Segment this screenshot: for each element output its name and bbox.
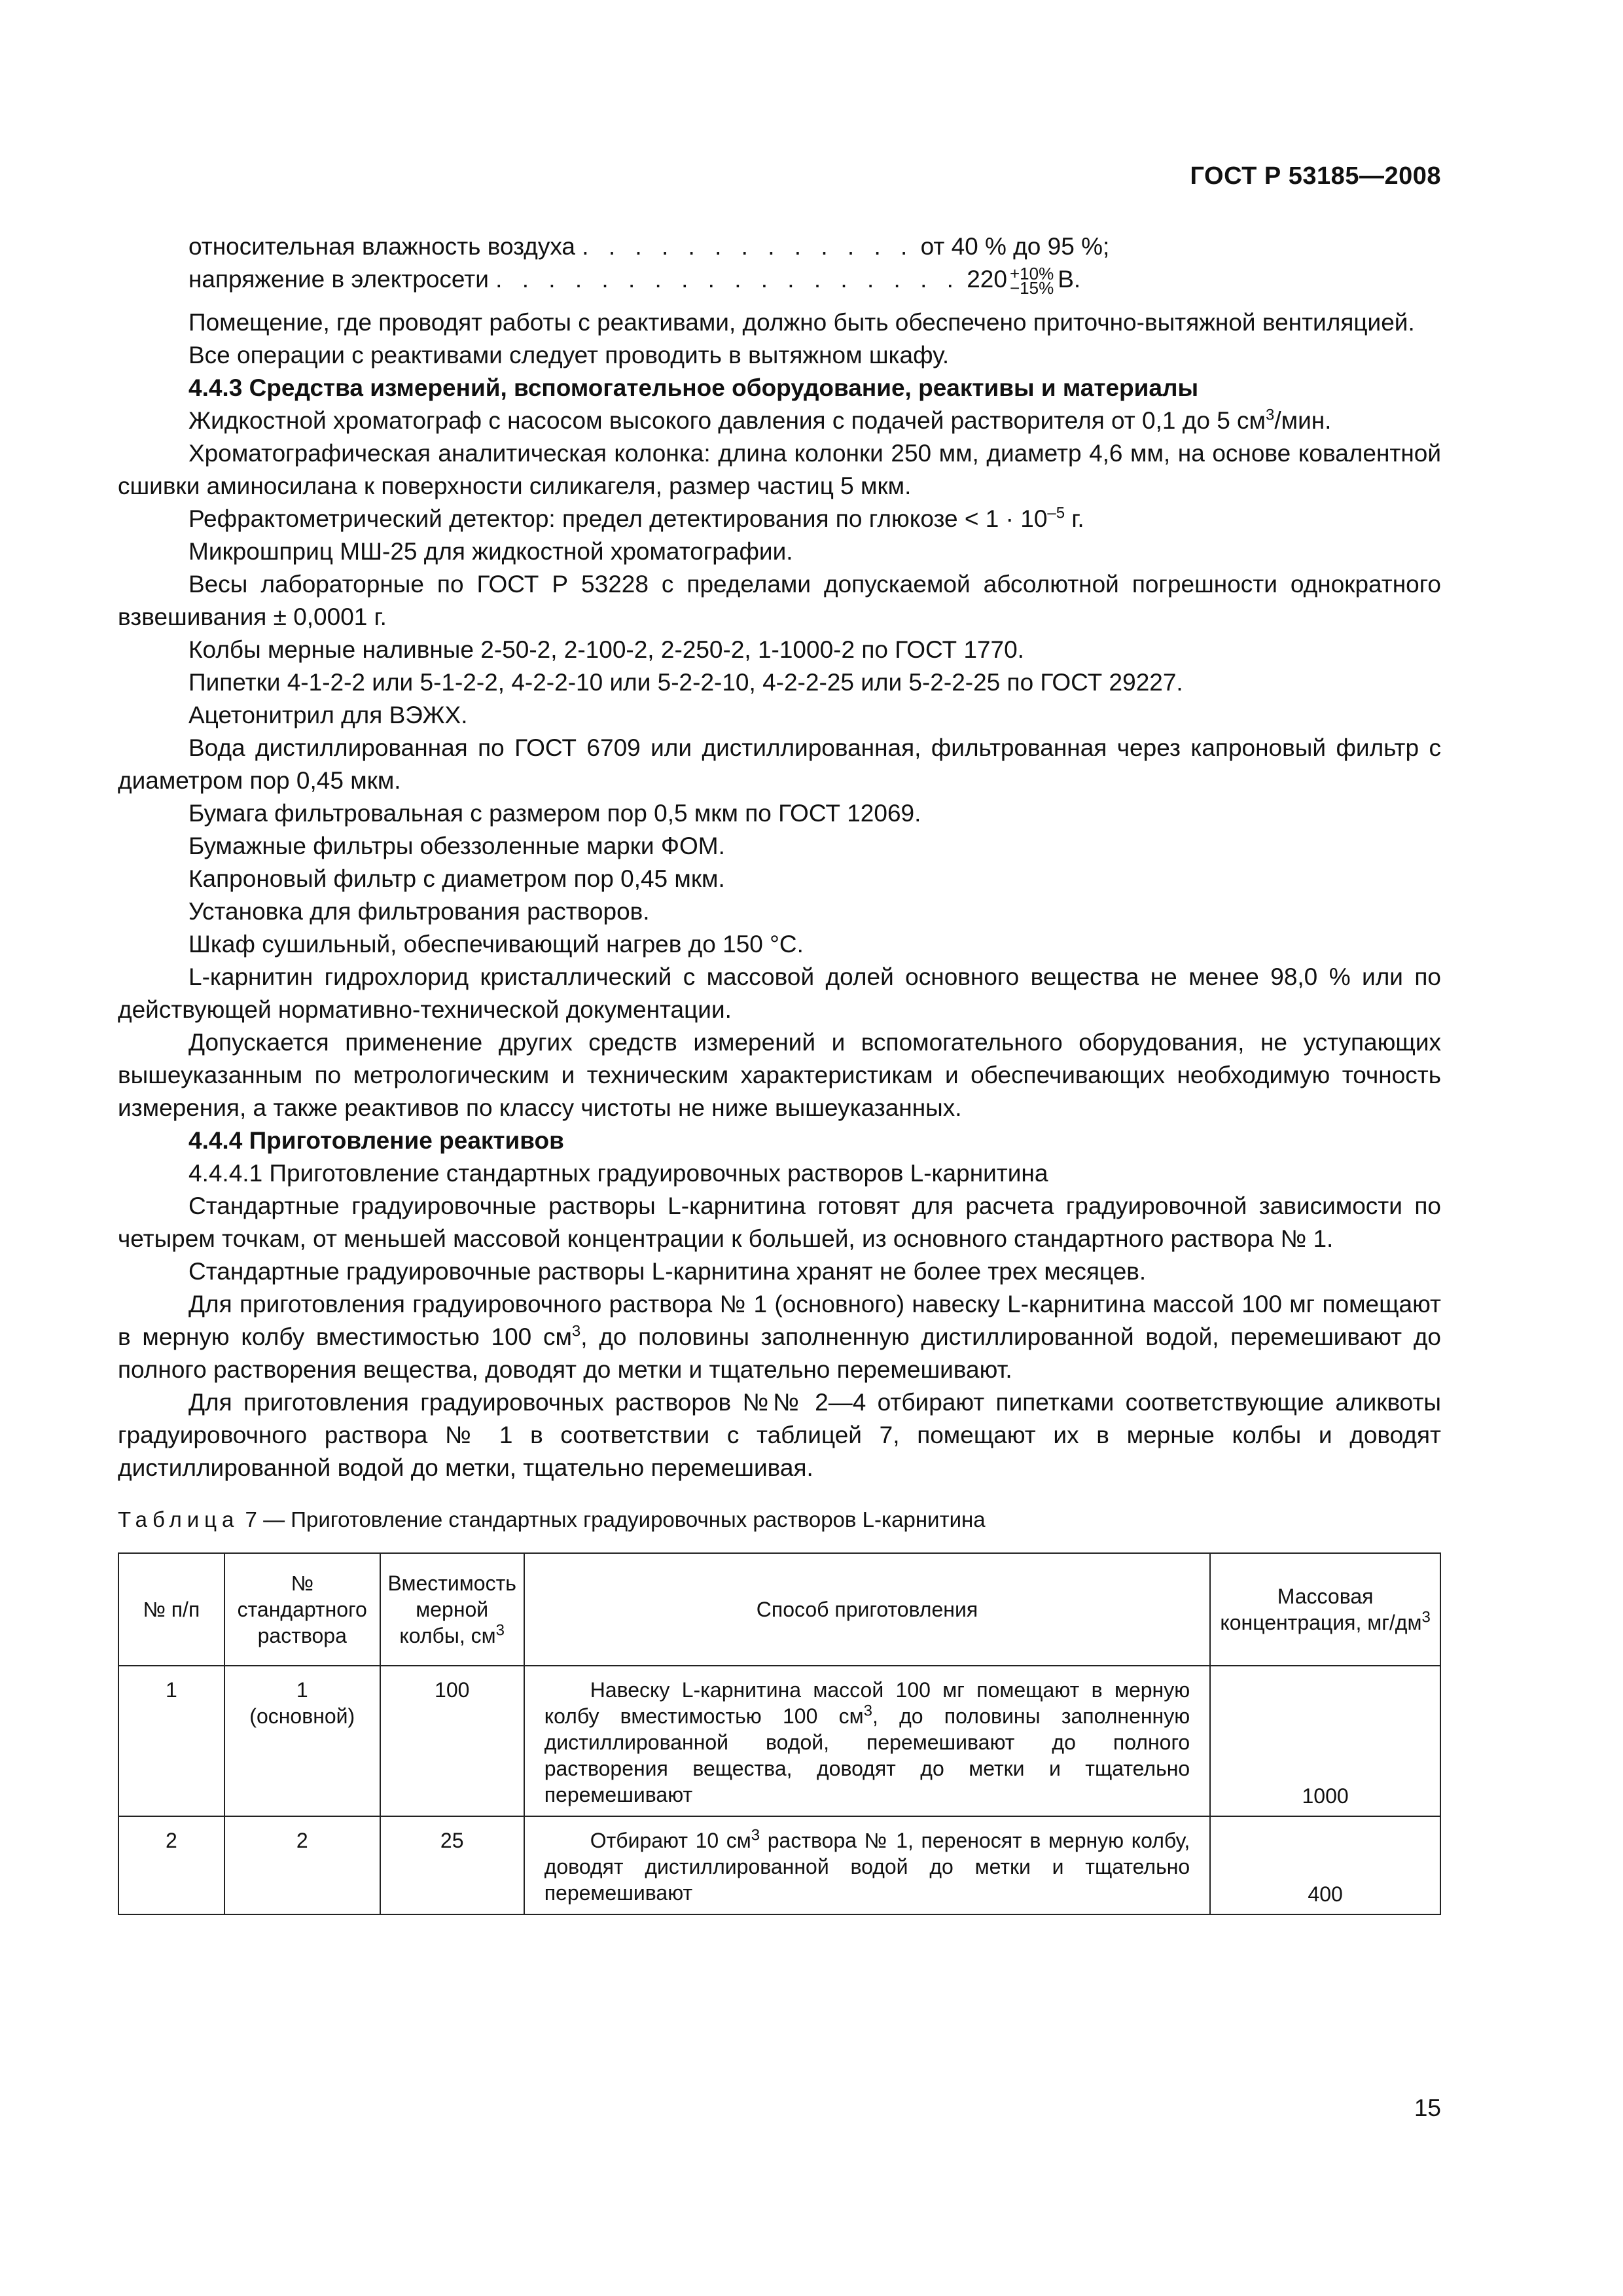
table-caption <box>118 1507 1441 1533</box>
column-header-number: № п/п <box>118 1553 224 1666</box>
cell-number: 2 <box>118 1816 224 1914</box>
chromatograph-unit: /мин. <box>1274 407 1332 434</box>
standard-number: 1 <box>296 1678 308 1702</box>
humidity-row <box>188 230 1441 263</box>
table-caption-title: 7 — Приготовление стандартных градуировочных растворов L-карнитина <box>239 1507 986 1532</box>
superscript: 3 <box>751 1826 760 1844</box>
detector-unit: г. <box>1065 505 1084 532</box>
table-row <box>118 1666 1440 1816</box>
leader-dots: . . . . . . . . . . . . . . . . . . <box>495 266 960 293</box>
table-header-row <box>118 1553 1440 1666</box>
voltage-tolerance <box>1009 264 1054 298</box>
standard-note: (основной) <box>249 1704 355 1728</box>
section-heading-4-4-4: 4.4.4 Приготовление реактивов <box>188 1127 564 1154</box>
paragraph-filter-paper: Бумага фильтровальная с размером пор 0,5 мкм по ГОСТ 12069. <box>188 800 921 827</box>
document-body <box>118 230 1441 1915</box>
method-text <box>544 1677 1190 1808</box>
method-text <box>544 1827 1190 1906</box>
page-number: 15 <box>1414 2094 1441 2121</box>
paragraph-storage: Стандартные градуировочные растворы L-карнитина хранят не более трех месяцев. <box>188 1258 1147 1285</box>
voltage-tolerance-plus: +10% <box>1009 264 1054 284</box>
table-7 <box>118 1552 1441 1915</box>
column-header-method: Способ приготовления <box>524 1553 1211 1666</box>
paragraph-chromatograph <box>118 404 1441 437</box>
voltage-unit: В. <box>1058 266 1081 293</box>
cell-volume: 100 <box>380 1666 524 1816</box>
detector-text: Рефрактометрический детектор: предел детектирования по глюкозе < 1 · 10 <box>188 505 1048 532</box>
table-caption-word: Таблица <box>118 1507 240 1532</box>
concentration-header-text: Массовая концентрация, мг/дм <box>1220 1585 1422 1634</box>
humidity-value: от 40 % до 95 %; <box>920 233 1110 260</box>
section-heading-4-4-3: 4.4.3 Средства измерений, вспомогательное оборудование, реактивы и материалы <box>188 374 1199 401</box>
paragraph-syringe: Микрошприц МШ-25 для жидкостной хроматографии. <box>188 538 793 565</box>
cell-number: 1 <box>118 1666 224 1816</box>
solution-1-text-cont: , до половины заполненную дистиллированной водой, перемешивают до полного растворения вещества, доводят до метки и тщательно перемешивают. <box>118 1323 1442 1383</box>
paragraph-detector <box>118 503 1441 535</box>
paragraph-pipettes: Пипетки 4-1-2-2 или 5-1-2-2, 4-2-2-10 или 5-2-2-10, 4-2-2-25 или 5-2-2-25 по ГОСТ 29227. <box>188 669 1183 696</box>
column-header-volume <box>380 1553 524 1666</box>
cell-volume: 25 <box>380 1816 524 1914</box>
voltage-tolerance-minus: −15% <box>1009 278 1054 298</box>
paragraph-scales: Весы лабораторные по ГОСТ Р 53228 с пределами допускаемой абсолютной погрешности однократного взвешивания ± 0,0001 г. <box>118 571 1441 630</box>
paragraph-flasks: Колбы мерные наливные 2-50-2, 2-100-2, 2-250-2, 1-1000-2 по ГОСТ 1770. <box>188 636 1024 663</box>
paragraph-column: Хроматографическая аналитическая колонка: длина колонки 250 мм, диаметр 4,6 мм, на основе ковалентной сшивки аминосилана к поверхности силикагеля, размер частиц 5 мкм. <box>118 440 1441 499</box>
cell-standard <box>224 1816 380 1914</box>
chromatograph-text: Жидкостной хроматограф с насосом высокого давления с подачей растворителя от 0,1 до 5 см <box>188 407 1266 434</box>
paragraph-acetonitrile: Ацетонитрил для ВЭЖХ. <box>188 702 468 728</box>
cell-concentration: 400 <box>1210 1816 1440 1914</box>
column-header-standard: № стандартного раствора <box>224 1553 380 1666</box>
paragraph-l-carnitine: L-карнитин гидрохлорид кристаллический с массовой долей основного вещества не менее 98,0 % или по действующей нормативно-технической документации. <box>118 963 1441 1023</box>
standard-number: 2 <box>296 1829 308 1852</box>
cell-standard <box>224 1666 380 1816</box>
section-heading-4-4-4-1: 4.4.4.1 Приготовление стандартных градуировочных растворов L-карнитина <box>188 1160 1048 1187</box>
volume-header-text: Вместимость мерной колбы, см <box>387 1571 516 1647</box>
paragraph-oven: Шкаф сушильный, обеспечивающий нагрев до 150 °С. <box>188 931 804 958</box>
document-id: ГОСТ Р 53185—2008 <box>1190 162 1441 190</box>
paragraph-solution-1-prep <box>118 1288 1441 1386</box>
paragraph-ventilation: Помещение, где проводят работы с реактивами, должно быть обеспечено приточно-вытяжной вентиляцией. <box>188 309 1415 336</box>
paragraph-kapron-filter: Капроновый фильтр с диаметром пор 0,45 мкм. <box>188 865 725 892</box>
superscript: 3 <box>571 1322 581 1340</box>
paragraph-water: Вода дистиллированная по ГОСТ 6709 или дистиллированная, фильтрованная через капроновый фильтр с диаметром пор 0,45 мкм. <box>118 734 1441 794</box>
cell-concentration: 1000 <box>1210 1666 1440 1816</box>
method-text-b: раствора № 1, переносят в мерную колбу, доводят дистиллированной водой до метки и тщательно перемешивают <box>544 1829 1190 1905</box>
superscript: 3 <box>495 1621 505 1640</box>
voltage-base: 220 <box>967 266 1007 293</box>
humidity-label: относительная влажность воздуха <box>188 233 576 260</box>
superscript: 3 <box>1266 406 1275 424</box>
table-row <box>118 1816 1440 1914</box>
superscript: –5 <box>1047 504 1065 522</box>
paragraph-fume-hood: Все операции с реактивами следует проводить в вытяжном шкафу. <box>188 342 950 368</box>
method-text-a: Навеску L-карнитина массой 100 мг помещают в мерную колбу вместимостью 100 см <box>544 1678 1190 1728</box>
paragraph-allowed-alternatives: Допускается применение других средств измерений и вспомогательного оборудования, не уступающих вышеуказанным по метрологическим и техническим характеристикам и обеспечивающих необходимую точность измерения, а также реактивов по классу чистоты не ниже вышеуказанных. <box>118 1029 1441 1121</box>
paragraph-filtration-setup: Установка для фильтрования растворов. <box>188 898 650 925</box>
paragraph-fom-filters: Бумажные фильтры обеззоленные марки ФОМ. <box>188 833 725 859</box>
column-header-concentration <box>1210 1553 1440 1666</box>
paragraph-standard-solutions: Стандартные градуировочные растворы L-карнитина готовят для расчета градуировочной зависимости по четырем точкам, от меньшей массовой концентрации к большей, из основного стандартного раствора № 1. <box>118 1193 1441 1252</box>
superscript: 3 <box>1421 1608 1431 1626</box>
leader-dots: . . . . . . . . . . . . . <box>582 233 914 260</box>
solution-1-text: Для приготовления градуировочного раствора № 1 (основного) навеску L-карнитина массой 100 мг помещают в мерную колбу вместимостью 100 см <box>118 1291 1441 1350</box>
cell-method <box>524 1666 1211 1816</box>
superscript: 3 <box>863 1702 872 1720</box>
paragraph-solutions-2-4-prep: Для приготовления градуировочных растворов №№ 2—4 отбирают пипетками соответствующие аликвоты градуировочного раствора № 1 в соответствии с таблицей 7, помещают их в мерные колбы и доводят дистиллированной водой до метки, тщательно перемешивая. <box>118 1389 1441 1481</box>
voltage-row <box>188 263 1441 296</box>
cell-method <box>524 1816 1211 1914</box>
method-text-b: , до половины заполненную дистиллированной водой, перемешивают до полного растворения вещества, доводят до метки и тщательно перемешивают <box>544 1704 1190 1806</box>
method-text-a: Отбирают 10 см <box>590 1829 751 1852</box>
voltage-label: напряжение в электросети <box>188 266 489 293</box>
